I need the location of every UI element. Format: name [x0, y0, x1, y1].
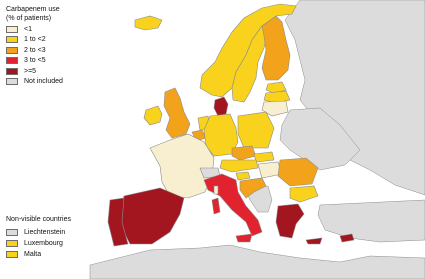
- legend-label: Not included: [24, 78, 63, 86]
- legend-swatch: [6, 47, 18, 54]
- legend-swatch: [6, 68, 18, 75]
- legend-label: >=5: [24, 67, 37, 75]
- legend-label: 1 to <2: [24, 36, 46, 44]
- legend-item: [6, 56, 63, 67]
- legend-item: [6, 77, 63, 88]
- non-visible-swatch: [6, 229, 18, 236]
- legend-swatch: [6, 57, 18, 64]
- non-visible-swatch: [6, 240, 18, 247]
- legend-item: [6, 24, 63, 35]
- island-corsica: [214, 186, 218, 194]
- country-slovakia: [254, 152, 274, 162]
- legend-items: [6, 24, 63, 87]
- legend-title-line1: Carbapenem use: [6, 6, 60, 13]
- legend-label: 2 to <3: [24, 46, 46, 54]
- legend-swatch: [6, 26, 18, 33]
- non-visible-item: [6, 238, 71, 249]
- country-poland: [238, 112, 274, 148]
- non-visible-label: Malta: [24, 251, 42, 258]
- legend-swatch: [6, 78, 18, 85]
- legend-title: [6, 5, 63, 23]
- non-visible-item: [6, 227, 71, 238]
- legend-label: <1: [24, 25, 32, 33]
- non-visible-legend: [6, 215, 71, 260]
- non-visible-label: Luxembourg: [24, 240, 63, 247]
- legend-title-line2: (% of patients): [6, 15, 52, 22]
- non-visible-label: Liechtenstein: [24, 229, 66, 236]
- legend-item: [6, 45, 63, 56]
- non-visible-item: [6, 249, 71, 260]
- non-visible-swatch: [6, 251, 18, 258]
- legend-item: [6, 66, 63, 77]
- legend-label: 3 to <5: [24, 57, 46, 65]
- map-legend: [6, 5, 63, 87]
- legend-item: [6, 35, 63, 46]
- legend-swatch: [6, 36, 18, 43]
- non-visible-title: Non-visible countries: [6, 216, 71, 223]
- non-visible-items: [6, 227, 71, 260]
